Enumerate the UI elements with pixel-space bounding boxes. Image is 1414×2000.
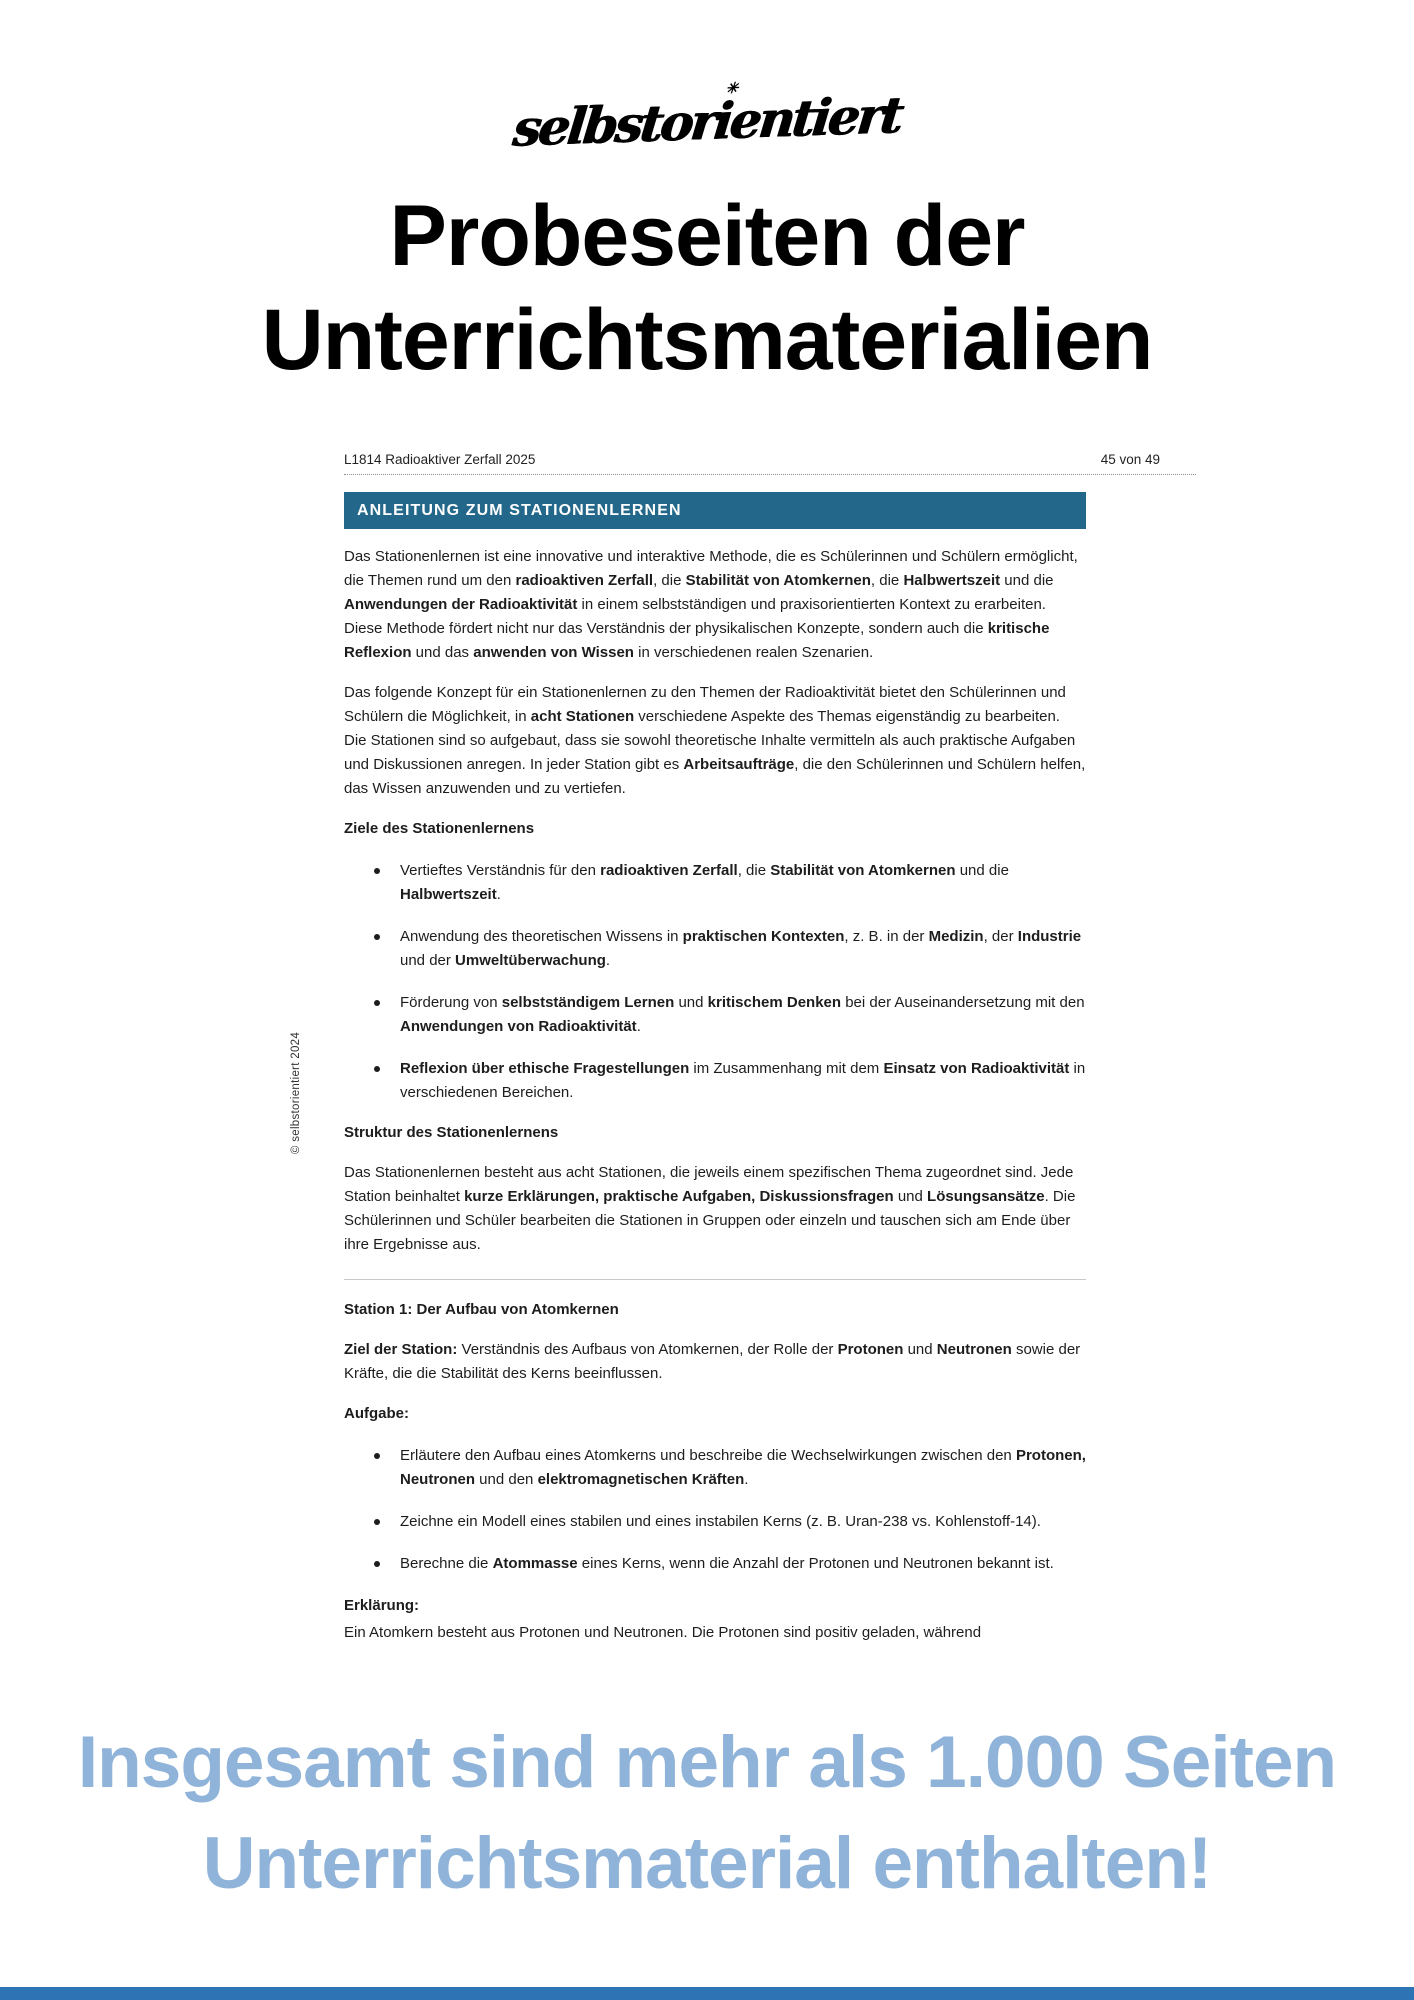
bold-run: Industrie — [1017, 928, 1082, 945]
heading-station-1: Station 1: Der Aufbau von Atomkernen — [344, 1301, 619, 1318]
marketing-headline-line-1: Insgesamt sind mehr als 1.000 Seiten — [77, 1722, 1337, 1803]
page-title-line-2: Unterrichtsmaterialien — [261, 292, 1153, 388]
bold-run: Einsatz von Radioaktivität — [883, 1060, 1070, 1077]
list-item: Erläutere den Aufbau eines Atomkerns und beschreibe die Wechselwirkungen zwischen den Protonen, Neutronen und den elektromagnetischen Kräften. — [344, 1444, 1086, 1492]
document-code: L1814 Radioaktiver Zerfall 2025 — [344, 452, 536, 467]
paragraph-struktur: Das Stationenlernen besteht aus acht Stationen, die jeweils einem spezifischen Thema zugeordnet sind. Jede Station beinhaltet kurze Erklärungen, praktische Aufgaben, Diskussionsfragen und Lösungsansätze. Die Schülerinnen und Schüler bearbeiten die Stationen in Gruppen oder einzeln und tauschen sich am Ende über ihre Ergebnisse aus. — [344, 1164, 1076, 1253]
bold-run: Lösungsansätze — [927, 1188, 1045, 1205]
bold-run: radioaktiven Zerfall — [600, 862, 738, 879]
bold-run: kritischem Denken — [707, 994, 842, 1011]
heading-struktur: Struktur des Stationenlernens — [344, 1124, 559, 1141]
heading-aufgabe: Aufgabe: — [344, 1405, 409, 1422]
brand-logo — [0, 85, 1414, 158]
marketing-headline-line-2: Unterrichtsmaterial enthalten! — [202, 1823, 1212, 1904]
document-header — [344, 452, 1196, 475]
bold-run: kritische Reflexion — [344, 620, 1050, 661]
bold-run: Halbwertszeit — [400, 886, 497, 903]
copyright-note: © selbstorientiert 2024 — [290, 1031, 302, 1155]
bold-run: Stabilität von Atomkernen — [770, 862, 956, 879]
paragraph-intro-1: Das Stationenlernen ist eine innovative und interaktive Methode, die es Schülerinnen und Schülern ermöglicht, die Themen rund um den radioaktiven Zerfall, die Stabilität von Atomkernen, die Halbwertszeit und die Anwendungen der Radioaktivität in einem selbstständigen und praxisorientierten Kontext zu erarbeiten. Diese Methode fördert nicht nur das Verständnis der physikalischen Konzepte, sondern auch die kritische Reflexion und das anwenden von Wissen in verschiedenen realen Szenarien. — [344, 548, 1078, 661]
list-item: Förderung von selbstständigem Lernen und kritischem Denken bei der Auseinandersetzung mit den Anwendungen von Radioaktivität. — [344, 991, 1086, 1039]
bold-run: Neutronen — [936, 1341, 1012, 1358]
bold-run: Halbwertszeit — [903, 572, 1001, 589]
bold-run: praktischen Kontexten — [682, 928, 845, 945]
document-body — [344, 545, 1086, 1645]
section-banner: ANLEITUNG ZUM STATIONENLERNEN — [344, 492, 1086, 529]
list-item: Vertieftes Verständnis für den radioaktiven Zerfall, die Stabilität von Atomkernen und die Halbwertszeit. — [344, 859, 1086, 907]
bold-run: Medizin — [928, 928, 984, 945]
bottom-accent-bar — [0, 1987, 1414, 2000]
brand-logo-text: selbstorientiert ✳ — [510, 85, 903, 158]
bold-run: Arbeitsaufträge — [683, 756, 795, 773]
section-divider — [344, 1279, 1086, 1280]
bold-run: Reflexion über ethische Fragestellungen — [400, 1060, 690, 1077]
bold-run: Umweltüberwachung — [455, 952, 606, 969]
paragraph-station-goal: Ziel der Station: Verständnis des Aufbaus von Atomkernen, der Rolle der Protonen und Neutronen sowie der Kräfte, die die Stabilität des Kerns beeinflussen. — [344, 1341, 1081, 1382]
bold-run: Ziel der Station: — [344, 1341, 458, 1358]
bold-run: anwenden von Wissen — [473, 644, 634, 661]
marketing-headline — [0, 1712, 1414, 1914]
list-item: Zeichne ein Modell eines stabilen und eines instabilen Kerns (z. B. Uran-238 vs. Kohlenstoff-14). — [344, 1510, 1086, 1534]
bold-run: elektromagnetischen Kräften — [537, 1471, 745, 1488]
paragraph-erklaerung: Ein Atomkern besteht aus Protonen und Neutronen. Die Protonen sind positiv geladen, während — [344, 1624, 982, 1641]
tasks-list — [344, 1444, 1086, 1576]
goals-list — [344, 859, 1086, 1105]
bold-run: Protonen, Neutronen — [400, 1447, 1086, 1488]
bold-run: radioaktiven Zerfall — [515, 572, 654, 589]
document-page-number: 45 von 49 — [1100, 452, 1160, 467]
list-item: Anwendung des theoretischen Wissens in praktischen Kontexten, z. B. in der Medizin, der Industrie und der Umweltüberwachung. — [344, 925, 1086, 973]
bold-run: acht Stationen — [530, 708, 635, 725]
bold-run: Anwendungen von Radioaktivität — [400, 1018, 637, 1035]
bold-run: Protonen — [837, 1341, 904, 1358]
heading-erklaerung: Erklärung: — [344, 1597, 420, 1614]
bold-run: selbstständigem Lernen — [501, 994, 675, 1011]
bold-run: Anwendungen der Radioaktivität — [344, 596, 578, 613]
list-item: Berechne die Atommasse eines Kerns, wenn die Anzahl der Protonen und Neutronen bekannt ist. — [344, 1552, 1086, 1576]
bold-run: Atommasse — [492, 1555, 578, 1572]
document-preview-page — [344, 452, 1196, 1645]
page-title-line-1: Probeseiten der — [389, 188, 1025, 284]
heading-ziele: Ziele des Stationenlernens — [344, 820, 535, 837]
paragraph-intro-2: Das folgende Konzept für ein Stationenlernen zu den Themen der Radioaktivität bietet den Schülerinnen und Schülern die Möglichkeit, in acht Stationen verschiedene Aspekte des Themas eigenständig zu bearbeiten. Die Stationen sind so aufgebaut, dass sie sowohl theoretische Inhalte vermitteln als auch praktische Aufgaben und Diskussionen anregen. In jeder Station gibt es Arbeitsaufträge, die den Schülerinnen und Schülern helfen, das Wissen anzuwenden und zu vertiefen. — [344, 684, 1086, 797]
list-item: Reflexion über ethische Fragestellungen im Zusammenhang mit dem Einsatz von Radioaktivität in verschiedenen Bereichen. — [344, 1057, 1086, 1105]
bold-run: Stabilität von Atomkernen — [685, 572, 871, 589]
page-title — [0, 184, 1414, 392]
bold-run: kurze Erklärungen, praktische Aufgaben, Diskussionsfragen — [464, 1188, 894, 1205]
